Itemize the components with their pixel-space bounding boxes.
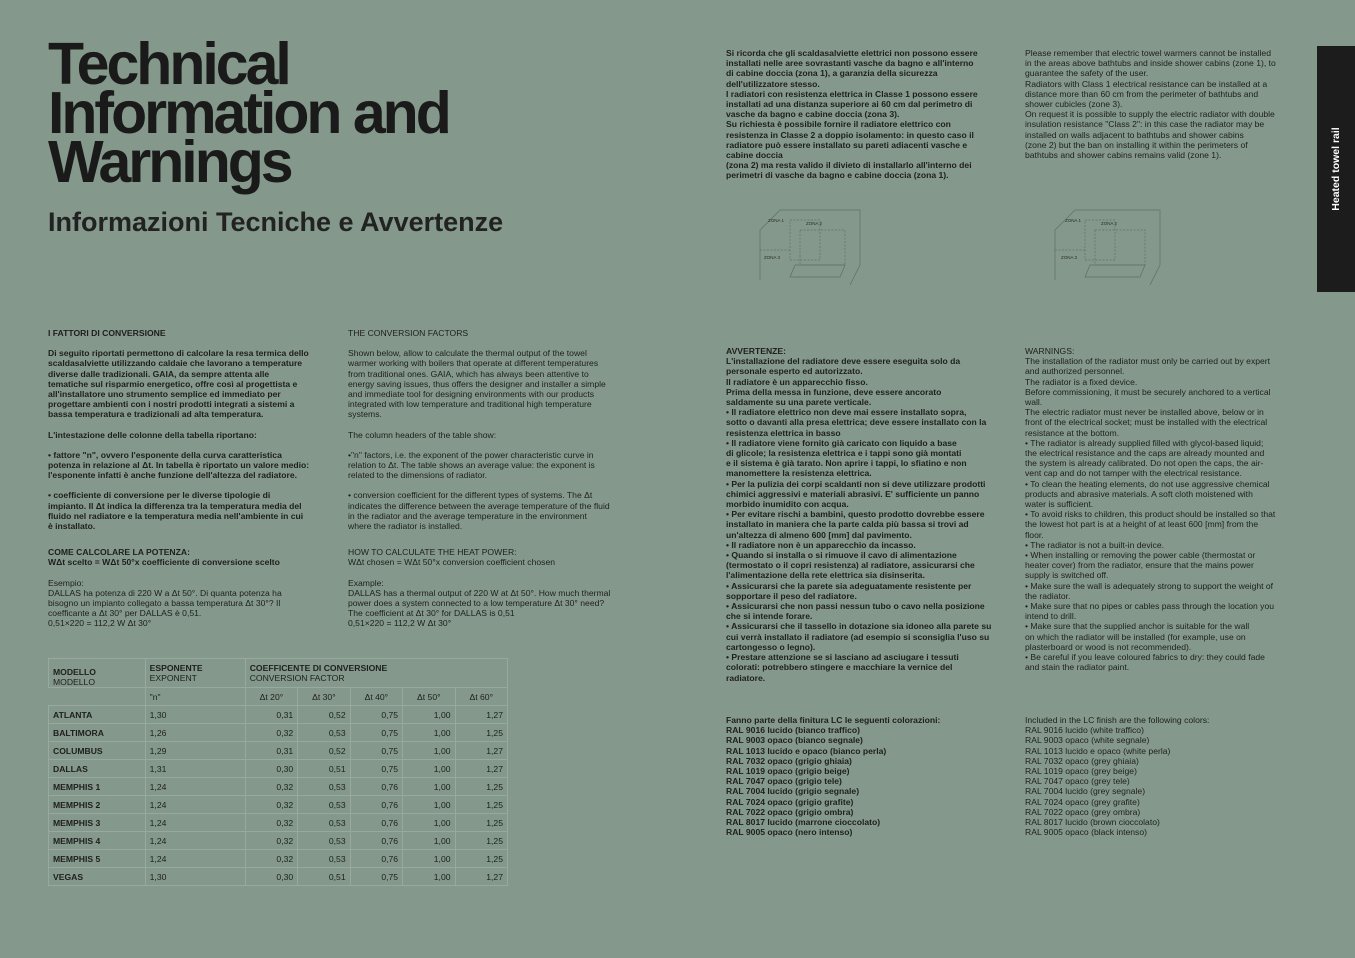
text-line: RAL 7024 opaco (grey grafite) — [1025, 796, 1140, 807]
conversion-en-calc — [348, 547, 612, 567]
value-cell: 1,00 — [403, 724, 455, 742]
text-line: Su richiesta è possibile fornire il radiatore elettrico con — [726, 119, 951, 130]
text-line: vent cap and do not tamper with the electrical resistance. — [1025, 468, 1242, 479]
table-row — [49, 850, 508, 868]
text-line: on which the radiator will be installed (for example, use on — [1025, 631, 1246, 642]
text-line: RAL 8017 lucido (marrone cioccolato) — [726, 817, 881, 828]
page-title — [48, 31, 608, 195]
value-cell: 0,51 — [298, 760, 350, 778]
value-cell: 0,30 — [245, 868, 297, 886]
model-name-cell: DALLAS — [49, 760, 146, 778]
title-line: Information and — [48, 80, 449, 146]
text-line: RAL 9005 opaco (nero intenso) — [726, 827, 853, 838]
exponent-header-it: ESPONENTE — [149, 663, 203, 673]
text-line: On request it is possible to supply the electric radiator with double — [1025, 109, 1275, 120]
subheader-cell: Δt 40° — [350, 688, 402, 706]
text-line: RAL 7022 opaco (grigio ombra) — [726, 806, 854, 817]
text-line: RAL 9003 opaco (white segnale) — [1025, 735, 1150, 746]
value-cell: 0,53 — [298, 724, 350, 742]
model-name-cell: BALTIMORA — [49, 724, 146, 742]
text-line: The installation of the radiator must only be carried out by expert — [1025, 356, 1271, 367]
text-line: the radiator. — [1025, 590, 1071, 601]
table-row — [49, 742, 508, 760]
text-line: che si intende forare. — [726, 611, 813, 622]
model-name-cell: MEMPHIS 2 — [49, 796, 146, 814]
text-line: RAL 7047 opaco (grigio tele) — [726, 776, 842, 787]
text-line: sotto o davanti alla presa elettrica; deve essere installato con la — [726, 417, 987, 428]
text-line: AVVERTENZE: — [726, 346, 787, 356]
value-cell: 1,24 — [145, 832, 245, 850]
subheader-blank — [49, 688, 146, 706]
model-name-cell: VEGAS — [49, 868, 146, 886]
text-line: morbido inumidito con acqua. — [726, 499, 849, 510]
table-row — [49, 778, 508, 796]
text-line: personale esperto ed autorizzato. — [726, 366, 863, 377]
text-line: front of the electrical socket; must be installed with the electrical — [1025, 417, 1268, 428]
text-line: • Il radiatore non è un apparecchio da incasso. — [726, 539, 916, 550]
calc-formula: WΔt scelto = WΔt 50°x coefficiente di conversione scelto — [48, 557, 280, 568]
value-cell: 1,00 — [403, 706, 455, 724]
value-cell: 1,00 — [403, 832, 455, 850]
text-line: • Il radiatore viene fornito già caricato con liquido a base — [726, 437, 957, 448]
zones-en-text — [1025, 48, 1300, 160]
text-line: water is sufficient. — [1025, 499, 1094, 510]
text-line: resistance at the bottom. — [1025, 427, 1120, 438]
conversion-en-bullet-coeff: • conversion coefficient for the different types of systems. The Δt indicates the difference between the average temperature of the fluid in the radiator and the average temperature in the environment where the radiator is installed. — [348, 490, 610, 532]
value-cell: 1,25 — [455, 796, 507, 814]
model-name-cell: ATLANTA — [49, 706, 146, 724]
text-line: Before commissioning, it must be securely anchored to a vertical — [1025, 386, 1271, 397]
value-cell: 0,51 — [298, 868, 350, 886]
text-line: • Il radiatore elettrico non deve mai essere installato sopra, — [726, 407, 967, 418]
text-line: RAL 7004 lucido (grigio segnale) — [726, 786, 860, 797]
text-line: installed on walls adjacent to bathtubs and shower cabins — [1025, 129, 1244, 140]
text-line: • When installing or removing the power cable (thermostat or — [1025, 550, 1256, 561]
text-line: vasche da bagno e cabine doccia (zona 3). — [726, 109, 900, 120]
model-name-cell: COLUMBUS — [49, 742, 146, 760]
text-line: • To clean the heating elements, do not use aggressive chemical — [1025, 478, 1270, 489]
text-line: floor. — [1025, 529, 1044, 540]
value-cell: 0,32 — [245, 832, 297, 850]
value-cell: 1,00 — [403, 850, 455, 868]
conversion-it-calc — [48, 547, 310, 567]
text-line: • Be careful if you leave coloured fabrics to dry: they could fade — [1025, 652, 1265, 663]
text-line: Please remember that electric towel warmers cannot be installed — [1025, 48, 1271, 58]
title-line: Warnings — [48, 129, 291, 195]
text-line: • Prestare attenzione se si lasciano ad asciugare i tessuti — [726, 652, 959, 663]
text-line: l'alimentazione della rete elettrica sia disinserita. — [726, 570, 925, 581]
value-cell: 0,75 — [350, 760, 402, 778]
text-line: chimici aggressivi e materiali abrasivi. E' sufficiente un panno — [726, 488, 980, 499]
text-line: manomettere la resistenza elettrica. — [726, 468, 872, 479]
text-line: the lowest hot part is at a height of at least 600 [mm] from the — [1025, 519, 1259, 530]
text-line: dell'utilizzatore stesso. — [726, 78, 820, 89]
side-tab — [1317, 46, 1355, 292]
coefficient-header — [245, 659, 507, 688]
value-cell: 1,25 — [455, 850, 507, 868]
text-line: RAL 9003 opaco (bianco segnale) — [726, 735, 863, 746]
conversion-it-heading: I FATTORI DI CONVERSIONE — [48, 328, 166, 338]
value-cell: 1,27 — [455, 742, 507, 760]
text-line: • To avoid risks to children, this product should be installed so that — [1025, 509, 1276, 520]
text-line: • The radiator is already supplied filled with glycol-based liquid; — [1025, 437, 1264, 448]
text-line: cabine doccia — [726, 150, 783, 161]
title-line: Technical — [48, 31, 289, 97]
text-line: and authorized personnel. — [1025, 366, 1125, 377]
table-row — [49, 832, 508, 850]
text-line: colorati: potrebbero stingere e macchiare la vernice del — [726, 662, 953, 673]
text-line: The radiator is a fixed device. — [1025, 376, 1138, 387]
text-line: cartongesso o legno). — [726, 641, 816, 652]
zone-label: ZONA 1 — [1065, 218, 1082, 223]
value-cell: 1,24 — [145, 850, 245, 868]
text-line: shower cubicles (zone 3). — [1025, 99, 1123, 110]
table-body — [49, 706, 508, 886]
text-line: the electrical resistance and the caps are already mounted and — [1025, 448, 1265, 459]
conversion-en-columns: The column headers of the table show: — [348, 429, 497, 440]
text-line: radiatore. — [726, 672, 766, 683]
text-line: RAL 7032 opaco (grigio ghiaia) — [726, 755, 852, 766]
model-name-cell: MEMPHIS 1 — [49, 778, 146, 796]
value-cell: 1,00 — [403, 778, 455, 796]
zone-label: ZONA 3 — [764, 255, 781, 260]
conversion-en-section — [348, 328, 612, 639]
example-calc: 0,51×220 = 112,2 W Δt 30° — [48, 618, 152, 629]
text-line: • Make sure that no pipes or cables pass through the location you — [1025, 601, 1275, 612]
table-row — [49, 814, 508, 832]
text-line: RAL 9016 lucido (white traffico) — [1025, 725, 1144, 736]
text-line: un'altezza di almeno 600 [mm] dal pavimento. — [726, 529, 912, 540]
text-line: RAL 9005 opaco (black intenso) — [1025, 827, 1147, 838]
text-line: WARNINGS: — [1025, 346, 1075, 356]
value-cell: 1,26 — [145, 724, 245, 742]
text-line: (zone 2) but the ban on installing it within the perimeters of — [1025, 139, 1248, 150]
subheader-cell: "n" — [145, 688, 245, 706]
value-cell: 0,32 — [245, 724, 297, 742]
text-line: • Make sure that the supplied anchor is suitable for the wall — [1025, 621, 1250, 632]
value-cell: 1,30 — [145, 706, 245, 724]
text-line: Si ricorda che gli scaldasalviette elettrici non possono essere — [726, 48, 978, 58]
text-line: RAL 1013 lucido e opaco (bianco perla) — [726, 745, 887, 756]
value-cell: 1,27 — [455, 760, 507, 778]
value-cell: 0,32 — [245, 796, 297, 814]
conversion-en-intro: Shown below, allow to calculate the thermal output of the towel warmer working with boilers that operate at different temperatures from traditional ones. GAIA, which has always been attentive to energy saving issues, thus offers the designer and installer a simple and immediate tool for designing environments with our products integrated with low temperature and traditional high temperature systems. — [348, 348, 606, 420]
text-line: resistenza elettrica in basso — [726, 427, 841, 438]
text-line: installato in maniera che la parte calda più bassa si trovi ad — [726, 519, 969, 530]
value-cell: 1,24 — [145, 778, 245, 796]
text-line: • Assicurarsi che non passi nessun tubo o cavo nella posizione — [726, 601, 985, 612]
text-line: sopportare il peso del radiatore. — [726, 590, 857, 601]
coefficient-header-en: CONVERSION FACTOR — [249, 673, 345, 683]
text-line: bathtubs and shower cabins remains valid (zone 1). — [1025, 150, 1222, 161]
text-line: plasterboard or wood is not recommended). — [1025, 641, 1192, 652]
value-cell: 0,76 — [350, 796, 402, 814]
value-cell: 0,52 — [298, 742, 350, 760]
value-cell: 0,76 — [350, 850, 402, 868]
text-line: • Assicurarsi che la parete sia adeguatamente resistente per — [726, 580, 972, 591]
conversion-en-heading: THE CONVERSION FACTORS — [348, 328, 469, 338]
model-name-cell: MEMPHIS 5 — [49, 850, 146, 868]
text-line: perimetri di vasche da bagno e cabine doccia (zona 1). — [726, 170, 949, 181]
model-header — [49, 659, 146, 688]
value-cell: 1,24 — [145, 796, 245, 814]
value-cell: 1,24 — [145, 814, 245, 832]
conversion-en-bullet-n: •"n" factors, i.e. the exponent of the power characteristic curve in relation to Δt. The table shows an average value: the exponent is related to the dimensions of radiator. — [348, 449, 595, 481]
calc-formula: WΔt chosen = WΔt 50°x conversion coefficient chosen — [348, 557, 556, 568]
bathroom-zones-diagram-en — [1045, 205, 1170, 295]
value-cell: 1,00 — [403, 796, 455, 814]
value-cell: 1,30 — [145, 868, 245, 886]
text-line: The electric radiator must never be installed above, below or in — [1025, 407, 1264, 418]
text-line: Il radiatore è un apparecchio fisso. — [726, 376, 868, 387]
model-header-it: MODELLO — [53, 667, 96, 677]
value-cell: 1,25 — [455, 814, 507, 832]
table-row — [49, 724, 508, 742]
calc-heading: COME CALCOLARE LA POTENZA: — [48, 547, 190, 558]
value-cell: 0,75 — [350, 868, 402, 886]
calc-heading: HOW TO CALCULATE THE HEAT POWER: — [348, 547, 517, 558]
value-cell: 0,53 — [298, 814, 350, 832]
table-row — [49, 760, 508, 778]
example-text: DALLAS has a thermal output of 220 W at Δt 50°. How much thermal power does a system connected to a low temperature Δt 30° need? The coefficient at Δt 30° for DALLAS is 0,51 — [348, 587, 613, 619]
conversion-it-example — [48, 578, 310, 629]
model-name-cell: MEMPHIS 4 — [49, 832, 146, 850]
text-line: insulation resistance "Class 2": in this case the radiator may be — [1025, 119, 1265, 130]
table-header-row — [49, 659, 508, 688]
text-line: and stain the radiator paint. — [1025, 662, 1130, 673]
zone-label: ZONA 2 — [806, 221, 823, 226]
text-line: distance more than 60 cm from the perimeter of bathtubs and — [1025, 88, 1259, 99]
text-line: in the areas above bathtubs and inside shower cabins (zone 1), to — [1025, 58, 1276, 69]
exponent-header — [145, 659, 245, 688]
value-cell: 0,75 — [350, 724, 402, 742]
conversion-it-section — [48, 328, 310, 639]
zones-it-text — [726, 48, 996, 181]
text-line: supply is switched off. — [1025, 570, 1109, 581]
exponent-header-en: EXPONENT — [149, 673, 197, 683]
value-cell: 0,53 — [298, 796, 350, 814]
value-cell: 0,52 — [298, 706, 350, 724]
text-line: installati ad una distanza superiore ai 60 cm dal perimetro di — [726, 99, 973, 110]
value-cell: 0,32 — [245, 850, 297, 868]
example-calc: 0,51×220 = 112,2 W Δt 30° — [348, 618, 452, 629]
value-cell: 0,75 — [350, 706, 402, 724]
text-line: L'installazione del radiatore deve essere eseguita solo da — [726, 356, 961, 367]
subheader-cell: Δt 60° — [455, 688, 507, 706]
text-line: • Assicurarsi che il tassello in dotazione sia idoneo alla parete su — [726, 621, 992, 632]
text-line: guarantee the safety of the user. — [1025, 68, 1149, 79]
value-cell: 0,31 — [245, 706, 297, 724]
value-cell: 1,27 — [455, 706, 507, 724]
text-line: RAL 7047 opaco (grey tele) — [1025, 776, 1130, 787]
text-line: di cabine doccia (zona 1), a garanzia della sicurezza — [726, 68, 938, 79]
text-line: (zona 2) ma resta valido il divieto di installarlo all'interno dei — [726, 160, 972, 171]
text-line: radiatore può essere installato su pareti adiacenti vasche e — [726, 139, 968, 150]
text-line: • Quando si installa o si rimuove il cavo di alimentazione — [726, 550, 957, 561]
value-cell: 0,75 — [350, 742, 402, 760]
value-cell: 1,00 — [403, 742, 455, 760]
text-line: RAL 1019 opaco (grey beige) — [1025, 766, 1137, 777]
model-header-en: MODELLO — [53, 677, 96, 687]
value-cell: 1,29 — [145, 742, 245, 760]
value-cell: 1,00 — [403, 760, 455, 778]
value-cell: 0,76 — [350, 832, 402, 850]
text-line: heater cover) from the radiator, ensure that the mains power — [1025, 560, 1254, 571]
text-line: RAL 7024 opaco (grigio grafite) — [726, 796, 854, 807]
table-row — [49, 796, 508, 814]
value-cell: 1,00 — [403, 868, 455, 886]
conversion-it-columns: L'intestazione delle colonne della tabella riportano: — [48, 429, 257, 440]
colors-it-text — [726, 715, 998, 837]
table-row — [49, 868, 508, 886]
table-row — [49, 706, 508, 724]
bathroom-zones-diagram-it — [750, 205, 870, 295]
value-cell: 0,76 — [350, 814, 402, 832]
text-line: saldamente su una parete verticale. — [726, 397, 872, 408]
text-line: Fanno parte della finitura LC le seguenti colorazioni: — [726, 715, 941, 725]
subheader-cell: Δt 30° — [298, 688, 350, 706]
text-line: intend to drill. — [1025, 611, 1077, 622]
subheader-cell: Δt 50° — [403, 688, 455, 706]
text-line: RAL 7022 opaco (grey ombra) — [1025, 806, 1141, 817]
zone-label: ZONA 2 — [1101, 221, 1118, 226]
text-line: Included in the LC finish are the following colors: — [1025, 715, 1210, 725]
text-line: RAL 1013 lucido e opaco (white perla) — [1025, 745, 1171, 756]
example-label: Esempio: — [48, 577, 84, 588]
text-line: di glicole; la resistenza elettrica e i tappi sono già montati — [726, 448, 962, 459]
text-line: RAL 7032 opaco (grey ghiaia) — [1025, 755, 1139, 766]
text-line: RAL 9016 lucido (bianco traffico) — [726, 725, 861, 736]
conversion-table — [48, 658, 508, 886]
value-cell: 1,00 — [403, 814, 455, 832]
text-line: (termostato o il copri resistenza) al radiatore, assicurarsi che — [726, 560, 975, 571]
table-subheader-row — [49, 688, 508, 706]
warnings-it-text — [726, 346, 998, 683]
text-line: installati nelle aree sovrastanti vasche da bagno e all'interno — [726, 58, 974, 69]
conversion-it-intro: Di seguito riportati permettono di calcolare la resa termica dello scaldasalviette utilizzando caldaie che lavorano a temperature diverse dalle tradizionali. GAIA, da sempre attenta alle tematiche sul risparmio energetico, offre così al progettista e all'installatore uno strumento semplice ed immediato per progettare ambienti con i nostri prodotti integrati a sistemi a bassa temperatura e tradizionali ad alta temperatura. — [48, 348, 309, 420]
coefficient-header-it: COEFFICENTE DI CONVERSIONE — [249, 663, 388, 673]
text-line: e il sistema è già tarato. Non aprire i tappi, lo sfiatino e non — [726, 458, 967, 469]
model-name-cell: MEMPHIS 3 — [49, 814, 146, 832]
text-line: the system is already calibrated. Do not open the caps, the air- — [1025, 458, 1264, 469]
text-line: • Make sure the wall is adequately strong to support the weight of — [1025, 580, 1274, 591]
text-line: • Per la pulizia dei corpi scaldanti non si deve utilizzare prodotti — [726, 478, 986, 489]
text-line: wall. — [1025, 397, 1043, 408]
value-cell: 1,25 — [455, 832, 507, 850]
value-cell: 0,76 — [350, 778, 402, 796]
subheader-cell: Δt 20° — [245, 688, 297, 706]
conversion-it-bullet-coeff: • coefficiente di conversione per le diverse tipologie di impianto. Il Δt indica la differenza tra la temperatura media del fluido nel radiatore e la temperatura media nell'ambiente in cui è installato. — [48, 490, 304, 532]
text-line: Prima della messa in funzione, deve essere ancorato — [726, 386, 942, 397]
text-line: • Per evitare rischi a bambini, questo prodotto dovrebbe essere — [726, 509, 985, 520]
page-subtitle: Informazioni Tecniche e Avvertenze — [48, 207, 504, 237]
colors-en-text — [1025, 715, 1300, 837]
warnings-en-text — [1025, 346, 1300, 673]
value-cell: 1,27 — [455, 868, 507, 886]
zone-label: ZONA 3 — [1061, 255, 1078, 260]
text-line: cui verrà installato il radiatore (ad esempio si sconsiglia l'uso su — [726, 631, 990, 642]
text-line: RAL 8017 lucido (brown cioccolato) — [1025, 817, 1160, 828]
value-cell: 0,30 — [245, 760, 297, 778]
value-cell: 1,25 — [455, 778, 507, 796]
example-text: DALLAS ha potenza di 220 W a Δt 50°. Di quanta potenza ha bisogno un impianto collegato a bassa temperatura Δt 30°? Il coefficante a Δt 30° per DALLAS è 0,51. — [48, 587, 285, 619]
value-cell: 0,32 — [245, 814, 297, 832]
value-cell: 1,31 — [145, 760, 245, 778]
value-cell: 0,53 — [298, 778, 350, 796]
value-cell: 0,32 — [245, 778, 297, 796]
text-line: • The radiator is not a built-in device. — [1025, 539, 1164, 550]
side-tab-label: Heated towel rail — [1330, 127, 1342, 211]
text-line: RAL 1019 opaco (grigio beige) — [726, 766, 850, 777]
zone-label: ZONA 1 — [768, 218, 785, 223]
value-cell: 0,53 — [298, 832, 350, 850]
text-line: I radiatori con resistenza elettrica in Classe 1 possono essere — [726, 88, 978, 99]
text-line: resistenza in Classe 2 a doppio isolamento: in questo caso il — [726, 129, 974, 140]
text-line: products and abrasive materials. A soft cloth moistened with — [1025, 488, 1253, 499]
text-line: Radiators with Class 1 electrical resistance can be installed at a — [1025, 78, 1268, 89]
conversion-en-example — [348, 578, 612, 629]
value-cell: 0,53 — [298, 850, 350, 868]
value-cell: 1,25 — [455, 724, 507, 742]
value-cell: 0,31 — [245, 742, 297, 760]
text-line: RAL 7004 lucido (grey segnale) — [1025, 786, 1146, 797]
example-label: Example: — [348, 577, 384, 588]
conversion-it-bullet-n: • fattore "n", ovvero l'esponente della curva caratteristica potenza in relazione al Δt. In tabella è riportato un valore medio: l'esponente infatti è anche funzione dell'altezza del radiatore. — [48, 449, 310, 481]
